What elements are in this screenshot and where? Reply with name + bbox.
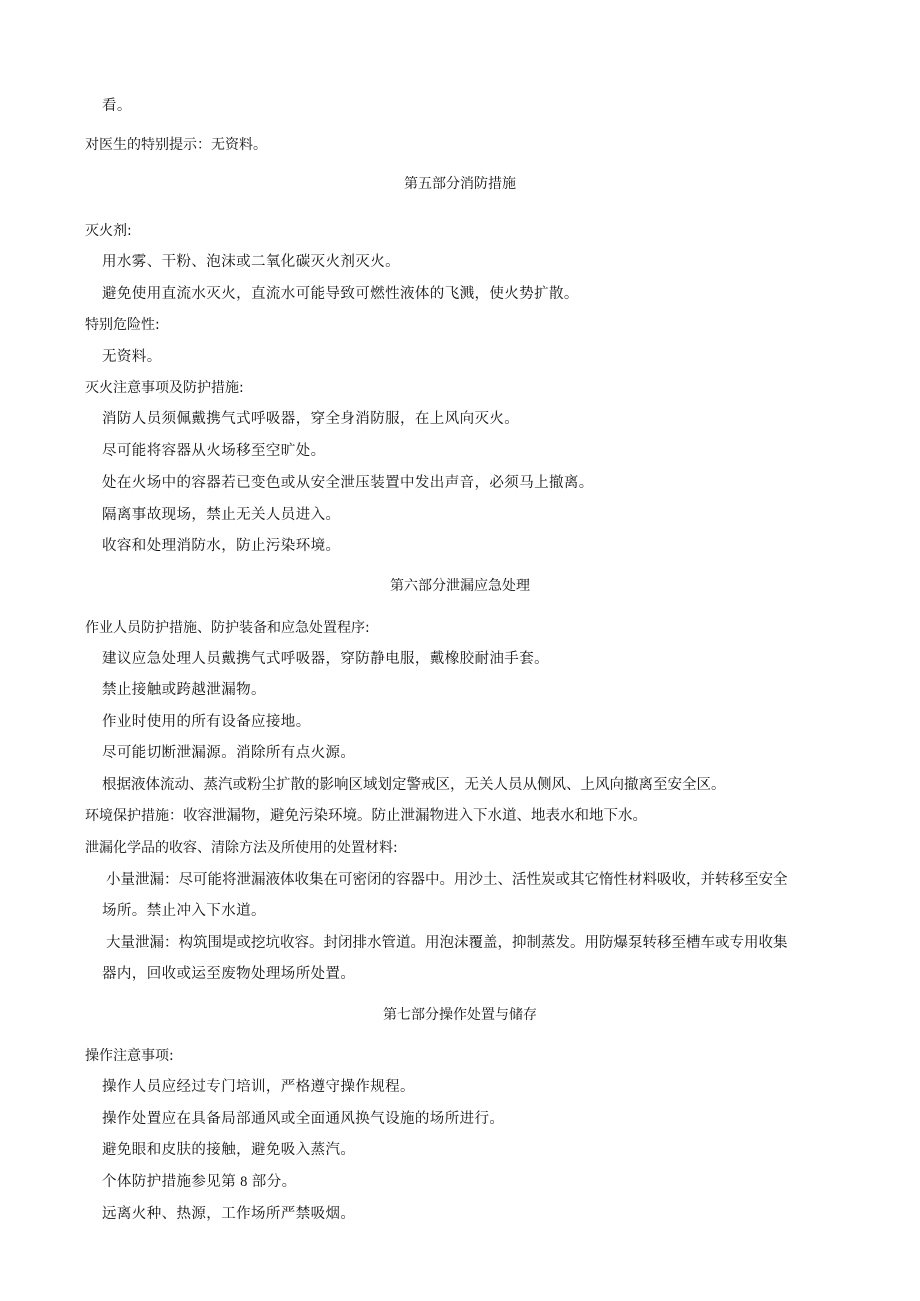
doctor-note-value: 无资料。 — [211, 137, 267, 153]
precautions-label: 灭火注意事项及防护措施: — [85, 380, 244, 396]
precaution-item: 隔离事故现场，禁止无关人员进入。 — [102, 507, 341, 523]
precaution-item: 消防人员须佩戴携气式呼吸器，穿全身消防服，在上风向灭火。 — [102, 411, 520, 427]
handling-item: 避免眼和皮肤的接触，避免吸入蒸汽。 — [102, 1142, 356, 1158]
extinguishing-item: 用水雾、干粉、泡沫或二氧化碳灭火剂灭火。 — [102, 254, 400, 270]
handling-item: 个体防护措施参见第 8 部分。 — [102, 1174, 297, 1190]
precaution-item: 尽可能将容器从火场移至空旷处。 — [102, 443, 326, 459]
handling-item: 操作人员应经过专门培训，严格遵守操作规程。 — [102, 1079, 415, 1095]
personnel-item: 尽可能切断泄漏源。消除所有点火源。 — [102, 745, 356, 761]
cleanup-item: 小量泄漏：尽可能将泄漏液体收集在可密闭的容器中。用沙土、活性炭或其它惰性材料吸收，并转移至安全 — [106, 872, 788, 888]
cleanup-item: 场所。禁止冲入下水道。 — [102, 903, 266, 919]
personnel-item: 根据液体流动、蒸汽或粉尘扩散的影响区域划定警戒区，无关人员从侧风、上风向撤离至安全区。 — [102, 777, 726, 793]
doctor-note-label: 对医生的特别提示： — [85, 137, 211, 153]
doctor-note — [85, 136, 267, 155]
personnel-item: 建议应急处理人员戴携气式呼吸器，穿防静电服，戴橡胶耐油手套。 — [102, 651, 549, 667]
hazard-item: 无资料。 — [102, 349, 162, 365]
handling-item: 操作处置应在具备局部通风或全面通风换气设施的场所进行。 — [102, 1111, 505, 1127]
environment-label: 环境保护措施： — [85, 808, 183, 824]
section-7-title: 第七部分操作处置与储存 — [383, 1007, 537, 1023]
environment-measures — [85, 807, 647, 826]
personnel-item: 禁止接触或跨越泄漏物。 — [102, 682, 266, 698]
handling-item: 远离火种、热源，工作场所严禁吸烟。 — [102, 1206, 356, 1222]
precaution-item: 处在火场中的容器若已变色或从安全泄压装置中发出声音，必须马上撤离。 — [102, 475, 594, 491]
personnel-label: 作业人员防护措施、防护装备和应急处置程序: — [85, 620, 370, 636]
continuation-line: 看。 — [102, 98, 132, 114]
environment-value: 收容泄漏物，避免污染环境。防止泄漏物进入下水道、地表水和地下水。 — [183, 808, 647, 824]
handling-label: 操作注意事项: — [85, 1048, 174, 1064]
personnel-item: 作业时使用的所有设备应接地。 — [102, 714, 311, 730]
section-5-title: 第五部分消防措施 — [404, 176, 516, 192]
cleanup-item: 器内，回收或运至废物处理场所处置。 — [102, 966, 356, 982]
extinguishing-item: 避免使用直流水灭火，直流水可能导致可燃性液体的飞溅，使火势扩散。 — [102, 286, 579, 302]
hazard-label: 特别危险性: — [85, 317, 160, 333]
precaution-item: 收容和处理消防水，防止污染环境。 — [102, 538, 341, 554]
cleanup-label: 泄漏化学品的收容、清除方法及所使用的处置材料: — [85, 840, 398, 856]
cleanup-item: 大量泄漏：构筑围堤或挖坑收容。封闭排水管道。用泡沫覆盖，抑制蒸发。用防爆泵转移至槽车或专用收集 — [106, 935, 788, 951]
section-6-title: 第六部分泄漏应急处理 — [390, 578, 530, 594]
extinguishing-label: 灭火剂: — [85, 223, 132, 239]
